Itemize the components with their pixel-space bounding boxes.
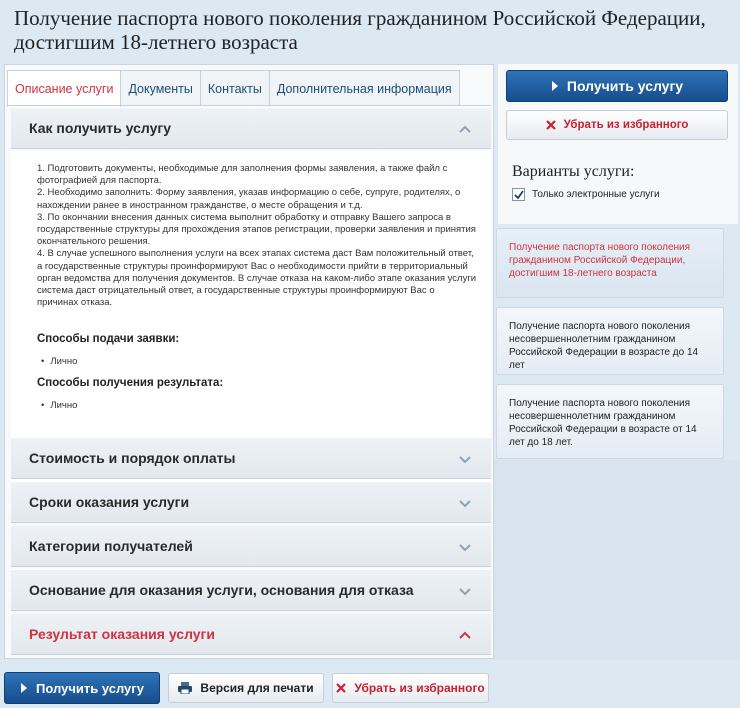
- only-electronic-filter[interactable]: [512, 188, 660, 201]
- chevron-down-icon: [457, 495, 473, 511]
- submit-method-item: • Лично: [41, 356, 77, 367]
- page-title: Получение паспорта нового поколения гражданином Российской Федерации, достигшим 18-летнего возраста: [14, 6, 706, 54]
- accordion-terms-label: Сроки оказания услуги: [29, 494, 190, 510]
- step-1: 1. Подготовить документы, необходимые для заполнения формы заявления, а также файл с фотографией для паспорта.: [37, 163, 448, 187]
- accordion-result[interactable]: [11, 613, 491, 655]
- only-electronic-checkbox[interactable]: [512, 188, 525, 201]
- variant-item-under-14[interactable]: Получение паспорта нового поколения несовершеннолетним гражданином Российской Федерации в возрасте до 14 лет: [496, 307, 724, 375]
- tab-divider: [7, 105, 491, 106]
- tab-additional-info[interactable]: Дополнительная информация: [269, 70, 460, 106]
- tab-bar: [7, 70, 459, 106]
- play-icon: [551, 81, 559, 91]
- close-icon: [336, 683, 346, 693]
- accordion-grounds-label: Основание для оказания услуги, основания для отказа: [29, 582, 414, 598]
- bottom-get-service-label: Получить услугу: [36, 680, 144, 696]
- tab-contacts[interactable]: Контакты: [200, 70, 270, 106]
- get-service-label: Получить услугу: [566, 78, 684, 94]
- remove-favorite-button[interactable]: [506, 110, 728, 140]
- accordion-how-to-label: Как получить услугу: [29, 120, 171, 136]
- printer-icon: [178, 682, 192, 694]
- sidebar-background: [494, 460, 740, 660]
- accordion-result-label: Результат оказания услуги: [29, 626, 215, 642]
- variant-item-adult[interactable]: Получение паспорта нового поколения гражданином Российской Федерации, достигшим 18-летнего возраста: [496, 228, 724, 298]
- step-4: 4. В случае успешного выполнения услуги на всех этапах система даст Вам положительный ответ, а государственные структуры проинформируют Вас о необходимости прийти в территориальный орган ведомства для получения документов. В случае отказа на каком-либо этапе оказания услуги система даст отрицательный ответ, а государственные структуры проинформируют Вас о причинах отказа.: [37, 248, 477, 309]
- tab-description[interactable]: Описание услуги: [7, 70, 121, 107]
- print-version-label: Версия для печати: [200, 681, 314, 695]
- chevron-up-icon: [457, 627, 473, 643]
- accordion-categories-label: Категории получателей: [29, 538, 193, 554]
- accordion-cost-label: Стоимость и порядок оплаты: [29, 450, 236, 466]
- chevron-up-icon: [457, 121, 473, 137]
- submit-methods-heading: Способы подачи заявки:: [37, 333, 180, 345]
- print-version-button[interactable]: [168, 673, 324, 703]
- close-icon: [546, 120, 556, 130]
- service-description-panel: [4, 64, 494, 659]
- checkmark-icon: [514, 190, 524, 200]
- play-icon: [20, 683, 28, 693]
- accordion-how-to[interactable]: [11, 107, 491, 149]
- step-2: 2. Необходимо заполнить: Форму заявления, указав информацию о себе, супруге, родителях, о нахождении ранее в иностранном гражданстве, о месте обращения и т.д.: [37, 187, 461, 211]
- bottom-remove-favorite-label: Убрать из избранного: [354, 681, 485, 695]
- variant-item-14-18[interactable]: Получение паспорта нового поколения несовершеннолетним гражданином Российской Федерации в возрасте от 14 лет до 18 лет.: [496, 384, 724, 459]
- chevron-down-icon: [457, 451, 473, 467]
- accordion-terms[interactable]: [11, 481, 491, 523]
- chevron-down-icon: [457, 583, 473, 599]
- result-methods-heading: Способы получения результата:: [37, 377, 224, 389]
- variants-title: Варианты услуги:: [512, 163, 635, 180]
- accordion-grounds[interactable]: [11, 569, 491, 611]
- result-method-item: • Лично: [41, 400, 77, 411]
- bottom-remove-favorite-button[interactable]: [332, 673, 489, 703]
- accordion-cost[interactable]: [11, 437, 491, 479]
- tab-documents[interactable]: Документы: [120, 70, 200, 106]
- accordion-categories[interactable]: [11, 525, 491, 567]
- only-electronic-label: Только электронные услуги: [532, 189, 660, 200]
- bottom-get-service-button[interactable]: [4, 672, 160, 704]
- remove-favorite-label: Убрать из избранного: [563, 119, 689, 131]
- step-3: 3. По окончании внесения данных система выполнит обработку и отправку Вашего запроса в государственные структуры для прохождения этапов регистрации, проверки заявления и принятия окончательного решения.: [37, 211, 476, 248]
- get-service-button[interactable]: [506, 70, 728, 102]
- steps-list: [37, 163, 477, 309]
- chevron-down-icon: [457, 539, 473, 555]
